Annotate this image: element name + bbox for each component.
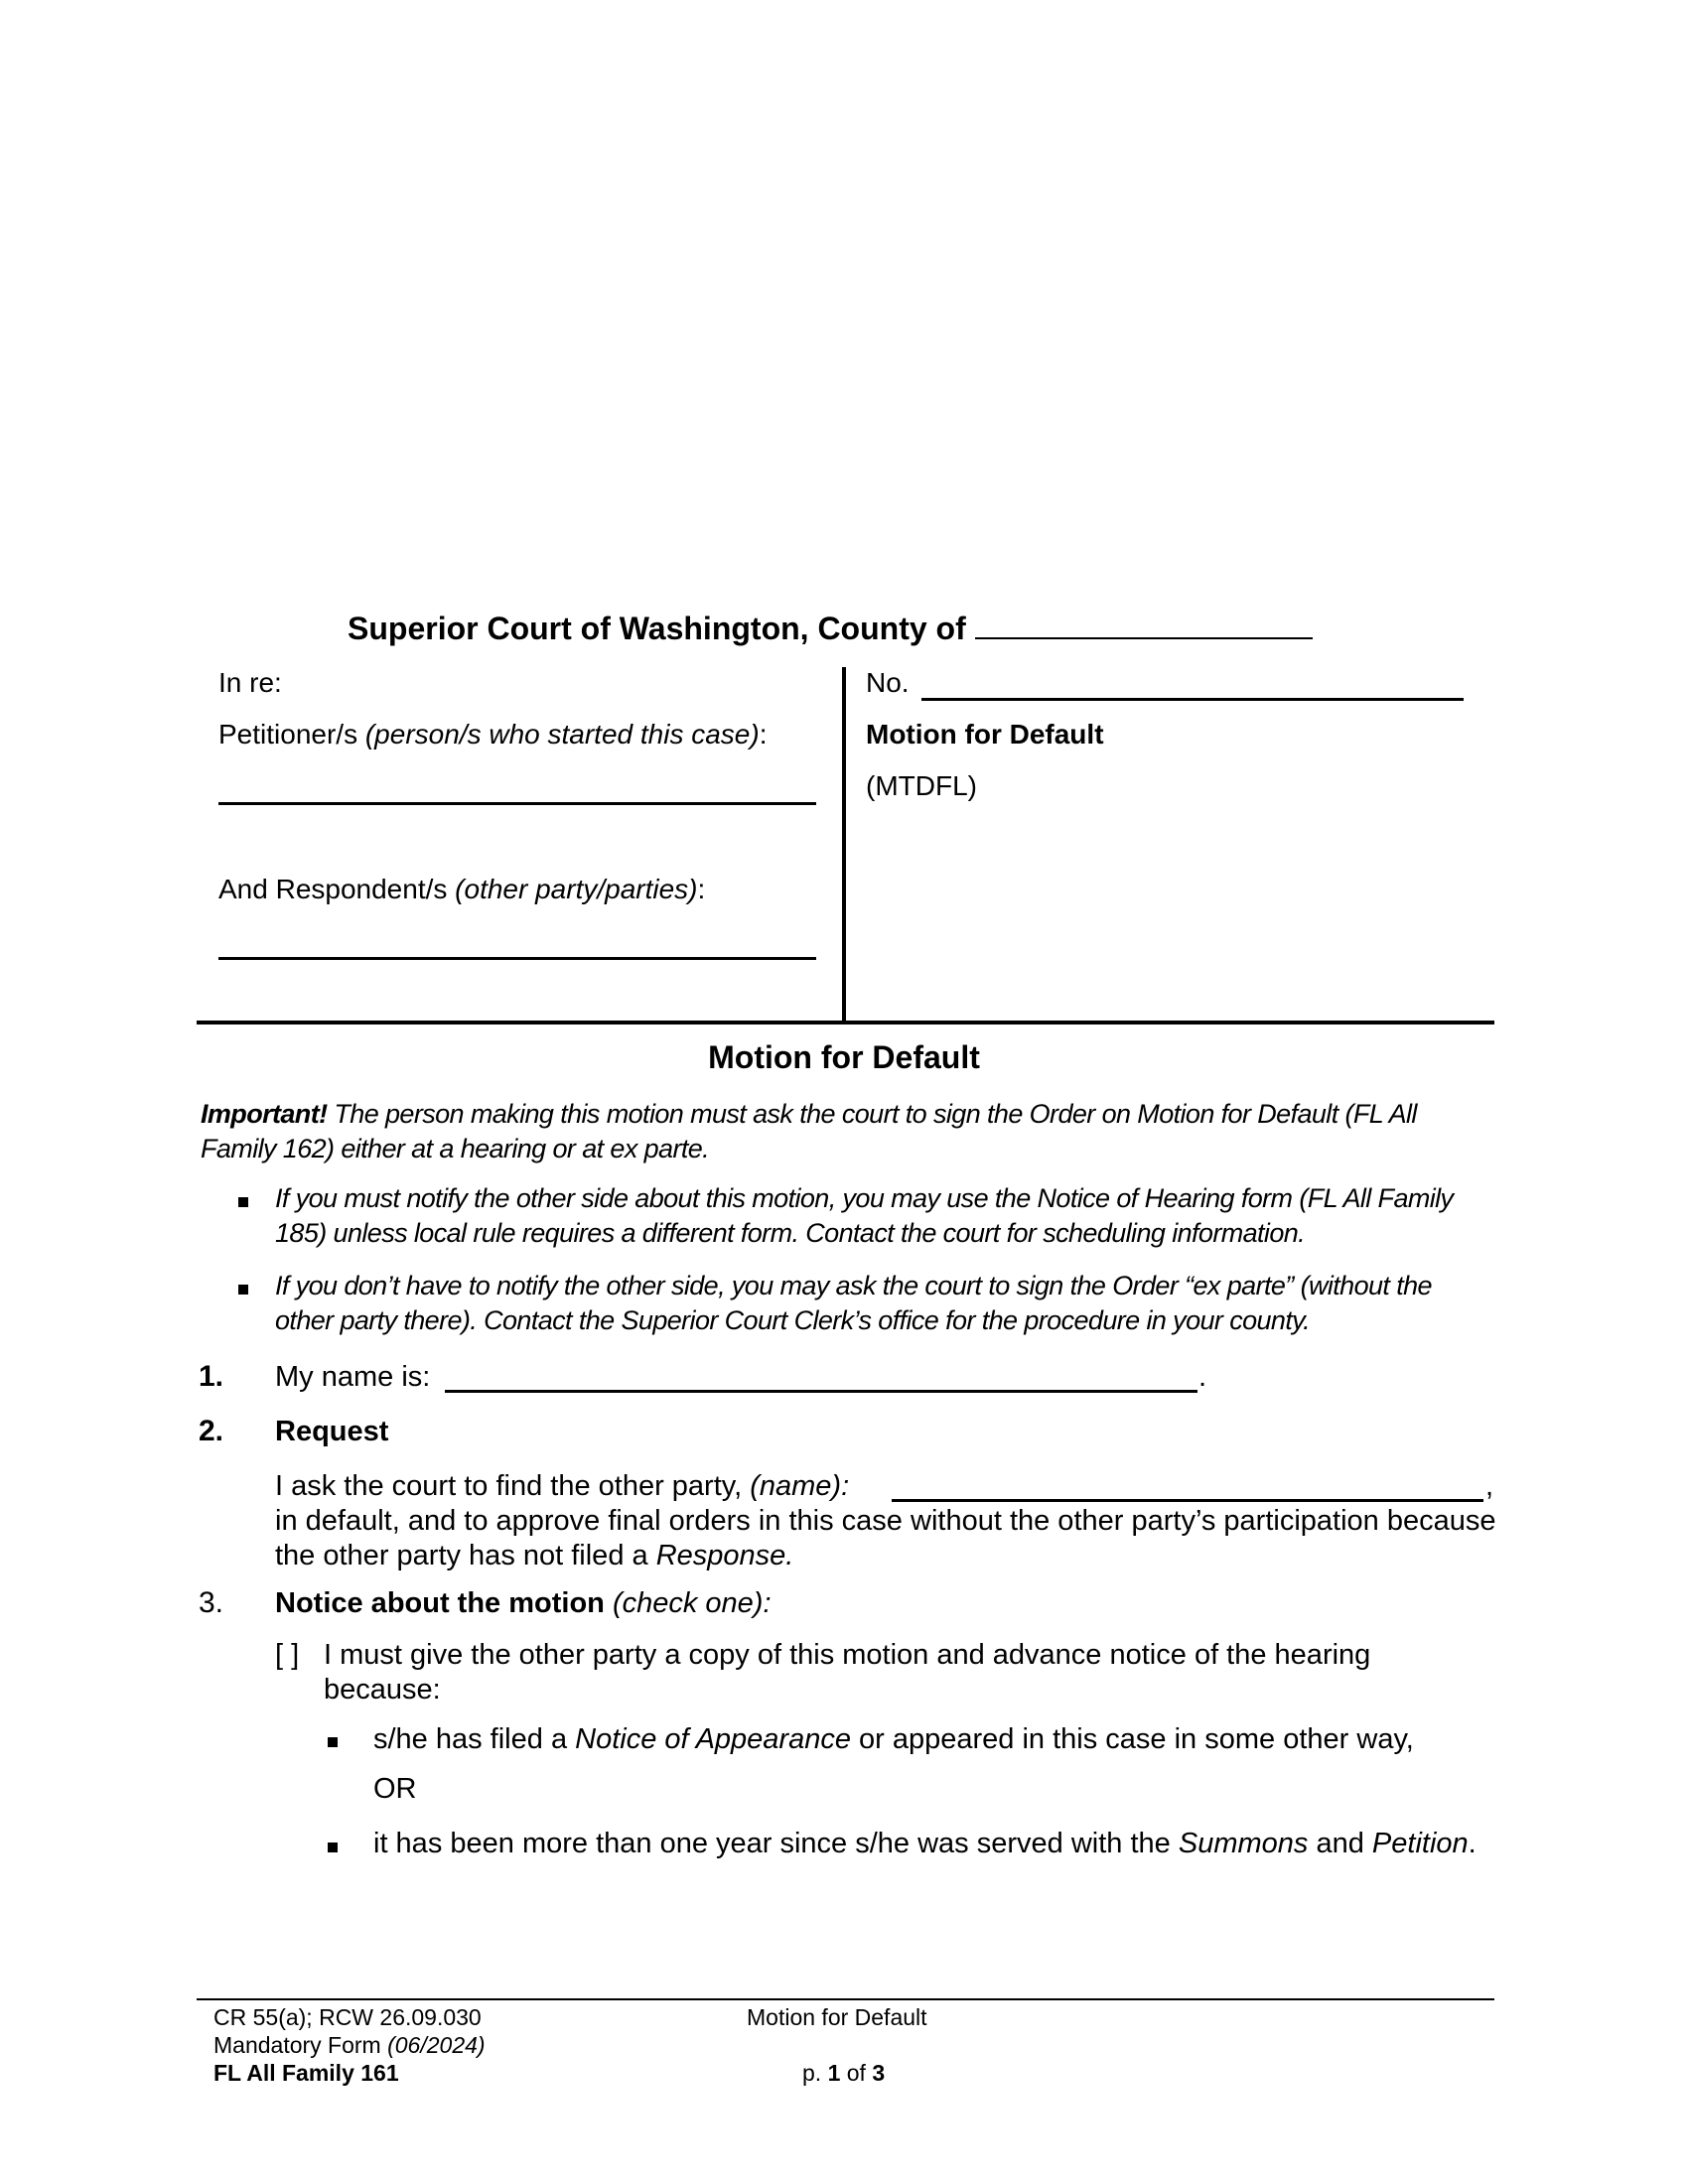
in-re-label: In re:: [218, 667, 282, 698]
caption-bottom-rule: [197, 1021, 1494, 1024]
item-2-number: 2.: [199, 1415, 224, 1447]
petitioner-label: Petitioner/s (person/s who started this case):: [218, 719, 768, 750]
bullet-marker: [328, 1734, 338, 1752]
main-title: Motion for Default: [708, 1039, 980, 1075]
case-number-row: [866, 667, 910, 699]
caption-divider: [842, 667, 846, 1023]
other-party-name-field[interactable]: [892, 1499, 1483, 1502]
court-heading: [348, 611, 1313, 647]
my-name-field[interactable]: [445, 1390, 1197, 1393]
footer-mandatory: Mandatory Form (06/2024): [213, 2032, 486, 2058]
important-note: [201, 1097, 1491, 1166]
important-text: The person making this motion must ask the court to sign the Order on Motion for Default (FL All Family 162) either at a hearing or at ex parte.: [201, 1099, 1417, 1163]
footer-rule: [197, 1998, 1494, 2000]
footer-form-id: FL All Family 161: [213, 2060, 399, 2086]
county-field[interactable]: [975, 637, 1313, 639]
item-2-heading: Request: [275, 1416, 389, 1447]
item-1-number: 1.: [199, 1360, 224, 1393]
instruction-bullet: If you don’t have to notify the other side, you may ask the court to sign the Order “ex parte” (without the other party there). Contact the Superior Court Clerk’s office for the procedure in your county.: [275, 1271, 1432, 1335]
bullet-marker: [238, 1194, 248, 1212]
notice-checkbox[interactable]: [ ]: [275, 1639, 300, 1671]
important-label: Important!: [201, 1099, 328, 1129]
period: .: [1198, 1361, 1207, 1393]
reason-one-year: it has been more than one year since s/he was served with the Summons and Petition.: [373, 1828, 1477, 1859]
or-label: OR: [373, 1773, 417, 1805]
case-number-label: No.: [866, 667, 910, 698]
footer-title: Motion for Default: [747, 2004, 927, 2030]
item-2-line-1: I ask the court to find the other party, (name):: [275, 1470, 850, 1502]
item-3-number: 3.: [199, 1586, 224, 1619]
notice-option-text: I must give the other party a copy of this motion and advance notice of the hearing because:: [324, 1639, 1371, 1706]
bullet-marker: [238, 1282, 248, 1299]
instruction-bullet: If you must notify the other side about this motion, you may use the Notice of Hearing form (FL All Family 185) unless local rule requires a different form. Contact the court for scheduling information.: [275, 1183, 1454, 1248]
respondent-field[interactable]: [218, 957, 816, 960]
reason-appearance: s/he has filed a Notice of Appearance or appeared in this case in some other way,: [373, 1723, 1414, 1755]
case-number-field[interactable]: [921, 698, 1464, 701]
petitioner-field[interactable]: [218, 802, 816, 805]
footer-page: p. 1 of 3: [802, 2060, 886, 2086]
form-code: (MTDFL): [866, 770, 977, 801]
form-title: Motion for Default: [866, 719, 1104, 750]
bullet-marker: [328, 1840, 338, 1857]
respondent-label: And Respondent/s (other party/parties):: [218, 874, 706, 904]
comma: ,: [1485, 1470, 1494, 1502]
footer-rule-citation: CR 55(a); RCW 26.09.030: [213, 2004, 482, 2030]
item-1-text: My name is:: [275, 1361, 431, 1393]
court-label: Superior Court of Washington, County of: [348, 611, 966, 646]
item-3-heading: Notice about the motion (check one):: [275, 1587, 772, 1619]
item-2-line-2: in default, and to approve final orders in this case without the other party’s participation because the other party has not filed a Response.: [275, 1505, 1496, 1571]
